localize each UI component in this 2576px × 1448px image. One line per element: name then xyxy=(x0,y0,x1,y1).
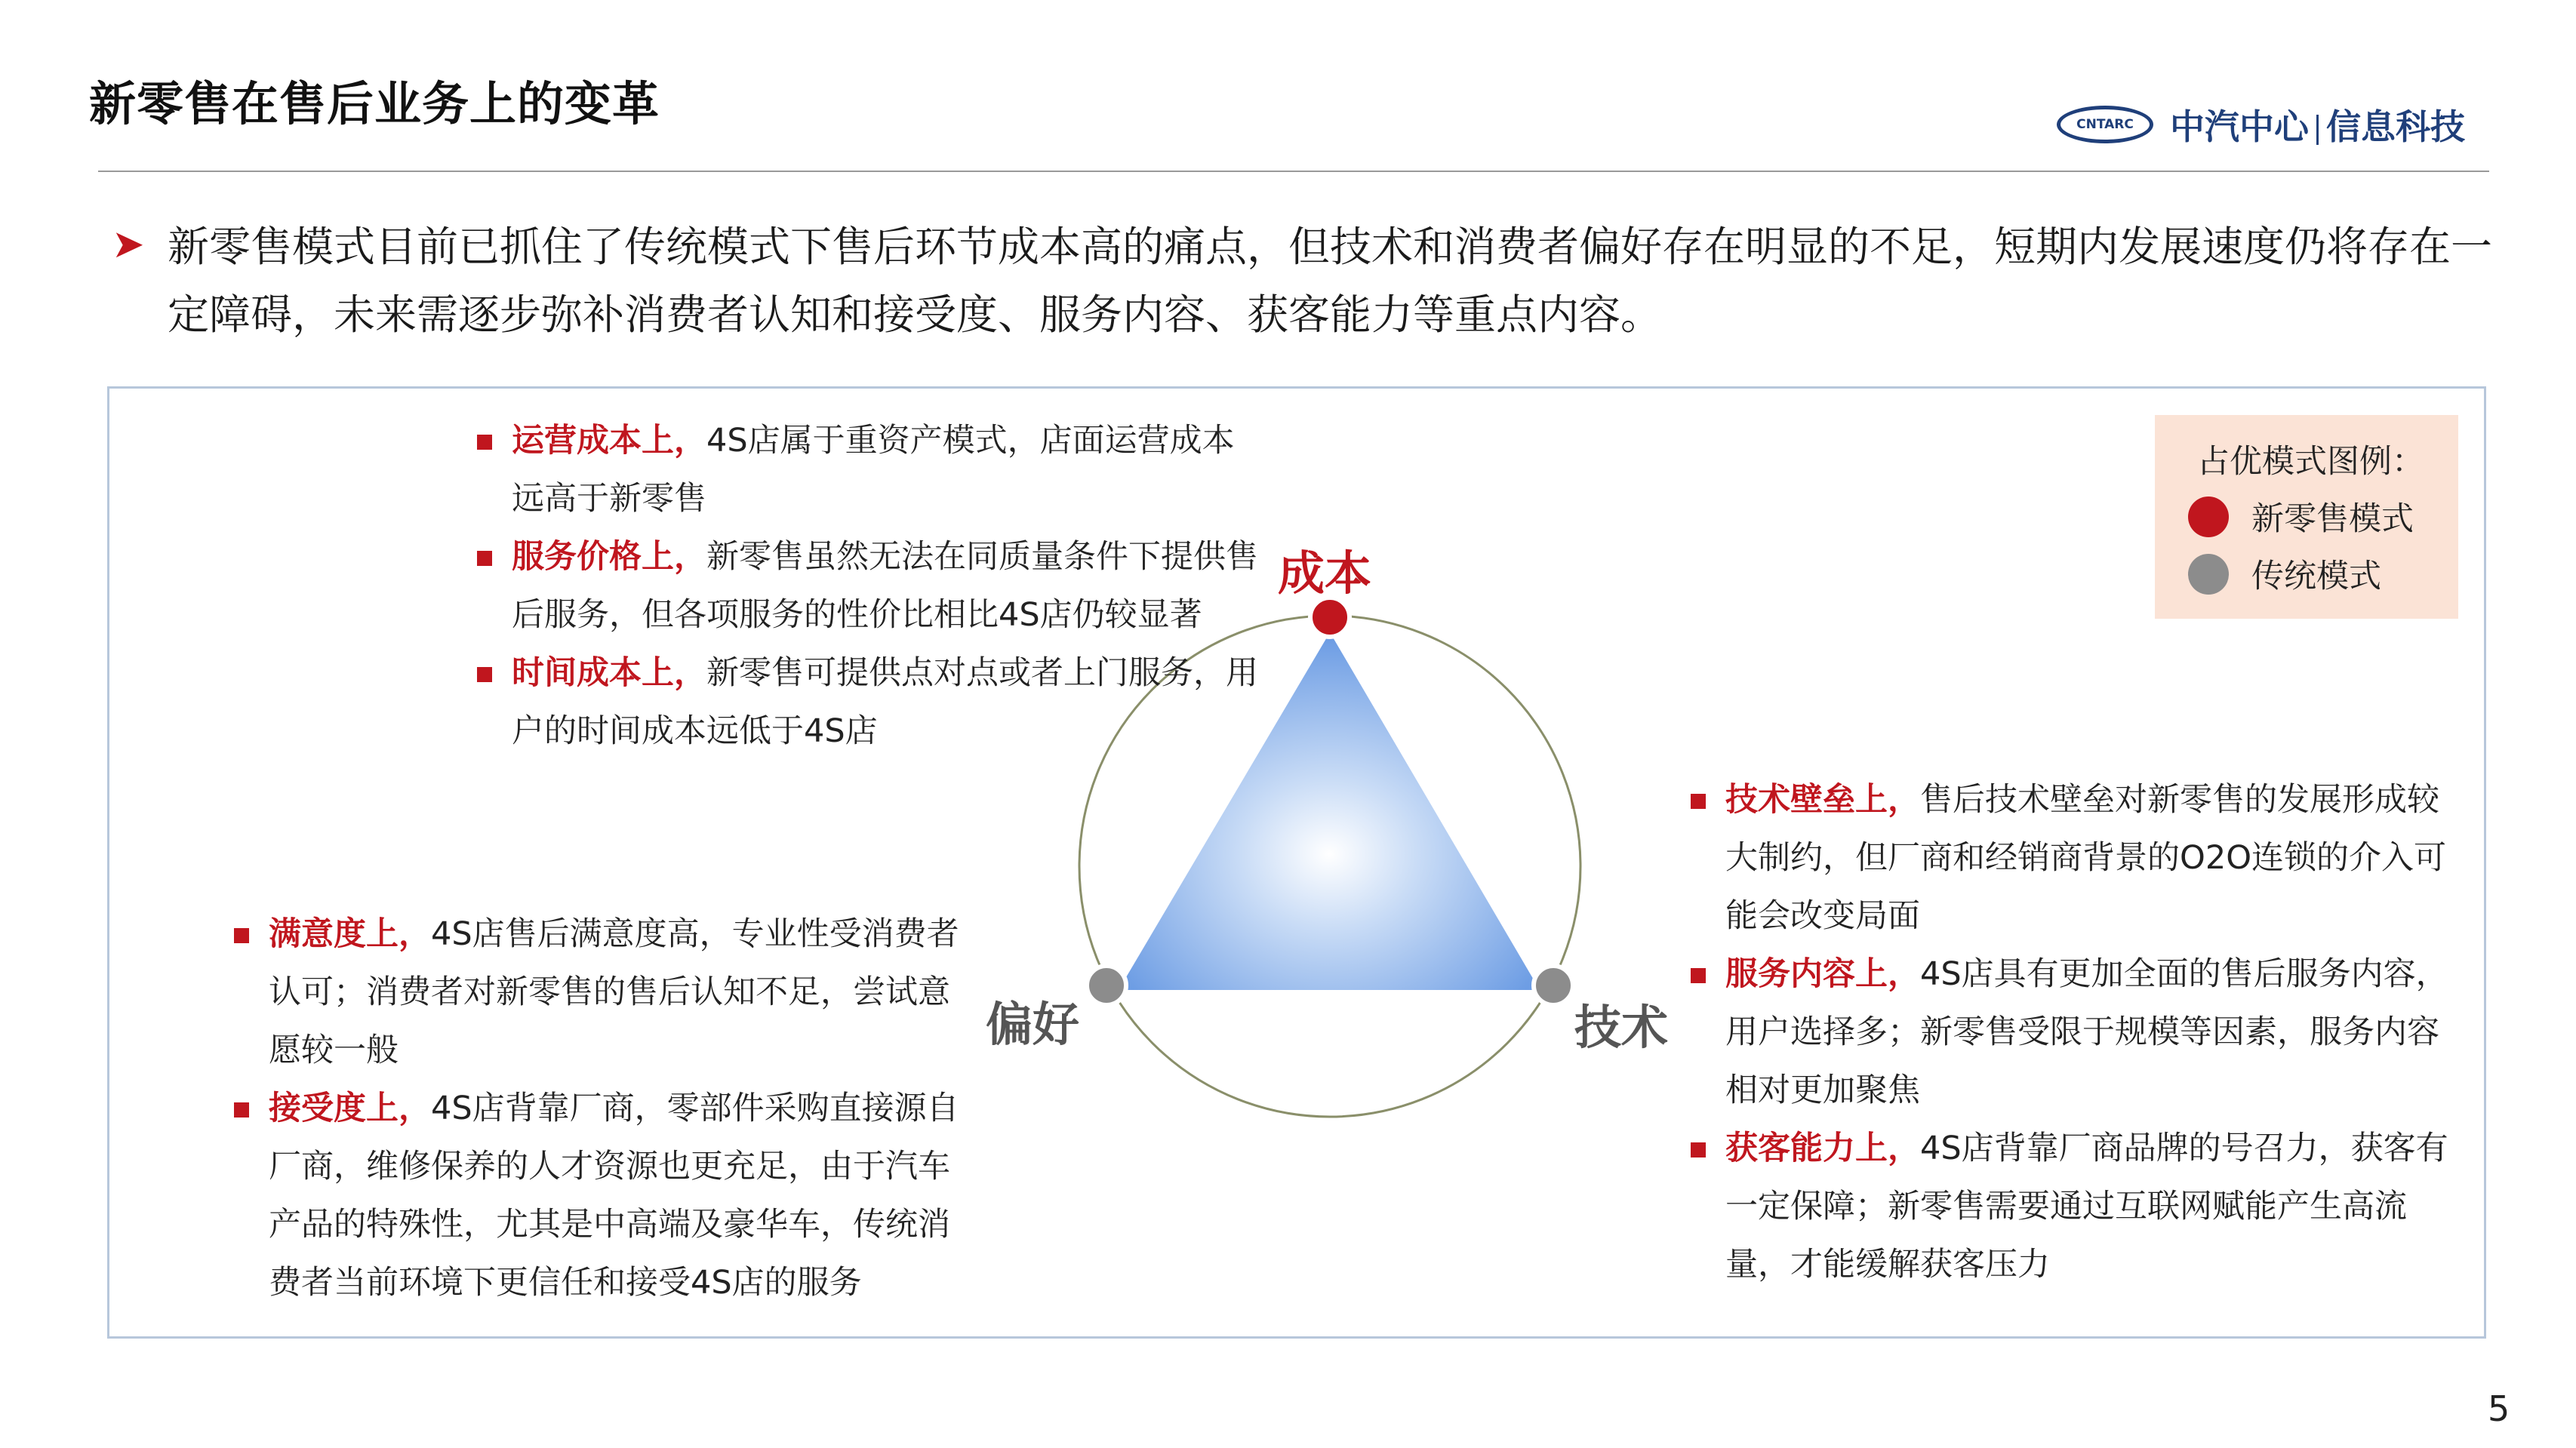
item-body: 4S店背靠厂商品牌的号召力，获客有一定保障；新零售需要通过互联网赋能产生高流量，才能缓解获客压力 xyxy=(1725,1130,2448,1284)
preference-text-block xyxy=(234,905,981,1312)
red-circle-icon xyxy=(2188,497,2229,537)
list-item xyxy=(1691,1120,2453,1294)
square-bullet-icon xyxy=(1691,1142,1706,1157)
square-bullet-icon xyxy=(1691,968,1706,983)
vertex-label-technology: 技术 xyxy=(1574,1000,1669,1055)
item-heading: 获客能力上， xyxy=(1725,1130,1920,1167)
item-body: 售后技术壁垒对新零售的发展形成较大制约，但厂商和经销商背景的O2O连锁的介入可能会改变局面 xyxy=(1725,781,2447,935)
list-item xyxy=(477,528,1262,644)
legend-label: 传统模式 xyxy=(2251,558,2381,595)
item-body: 4S店背靠厂商，零部件采购直接源自厂商，维修保养的人才资源也更充足，由于汽车产品的特殊性，尤其是中高端及豪华车，传统消费者当前环境下更信任和接受4S店的服务 xyxy=(269,1090,959,1302)
list-item xyxy=(1691,771,2453,945)
vertex-label-preference: 偏好 xyxy=(986,997,1080,1052)
square-bullet-icon xyxy=(477,435,492,450)
item-heading: 服务价格上， xyxy=(512,538,706,576)
logo-text-part1: 中汽中心 xyxy=(2170,106,2309,147)
vertex-label-cost: 成本 xyxy=(1278,546,1372,601)
list-item xyxy=(234,905,981,1080)
item-heading: 满意度上， xyxy=(269,915,431,953)
legend-item-new-retail xyxy=(2188,493,2414,540)
square-bullet-icon xyxy=(234,928,249,943)
item-heading: 服务内容上， xyxy=(1725,955,1920,993)
square-bullet-icon xyxy=(234,1102,249,1118)
square-bullet-icon xyxy=(477,667,492,682)
list-item xyxy=(234,1080,981,1312)
vertex-left-dot xyxy=(1087,966,1126,1005)
item-body: 4S店售后满意度高，专业性受消费者认可；消费者对新零售的售后认知不足，尝试意愿较一般 xyxy=(269,915,959,1069)
vertex-right-dot xyxy=(1534,966,1573,1005)
vertex-top-dot xyxy=(1310,598,1350,637)
square-bullet-icon xyxy=(477,551,492,566)
item-heading: 时间成本上， xyxy=(512,654,706,692)
item-heading: 接受度上， xyxy=(269,1090,431,1127)
list-item xyxy=(1691,945,2453,1120)
item-heading: 技术壁垒上， xyxy=(1725,781,1920,819)
list-item xyxy=(477,644,1262,761)
legend-title: 占优模式图例： xyxy=(2197,443,2424,481)
list-item xyxy=(477,412,1262,528)
item-body: 新零售可提供点对点或者上门服务，用户的时间成本远低于4S店 xyxy=(512,654,1258,750)
page-title: 新零售在售后业务上的变革 xyxy=(89,76,660,131)
intro-text: 新零售模式目前已抓住了传统模式下售后环节成本高的痛点，但技术和消费者偏好存在明显的不足，短期内发展速度仍将存在一定障碍，未来需逐步弥补消费者认知和接受度、服务内容、获客能力等重点内容。 xyxy=(168,223,2493,339)
legend-box xyxy=(2155,415,2458,619)
item-heading: 运营成本上， xyxy=(512,422,706,460)
technology-text-block xyxy=(1691,771,2453,1294)
logo-text-part2: 信息科技 xyxy=(2326,106,2465,147)
gray-circle-icon xyxy=(2188,554,2229,595)
legend-label: 新零售模式 xyxy=(2251,500,2414,538)
item-body: 4S店具有更加全面的售后服务内容，用户选择多；新零售受限于规模等因素，服务内容相对更加聚焦 xyxy=(1725,955,2448,1109)
arrow-bullet-icon: ➤ xyxy=(112,222,145,267)
logo-mark: CNTARC xyxy=(2057,106,2153,143)
item-body: 4S店属于重资产模式，店面运营成本远高于新零售 xyxy=(512,422,1235,518)
cost-text-block xyxy=(477,412,1262,761)
page-number: 5 xyxy=(2488,1388,2510,1429)
legend-item-traditional xyxy=(2188,551,2381,597)
item-body: 新零售虽然无法在同质量条件下提供售后服务，但各项服务的性价比相比4S店仍较显著 xyxy=(512,538,1258,634)
square-bullet-icon xyxy=(1691,794,1706,809)
